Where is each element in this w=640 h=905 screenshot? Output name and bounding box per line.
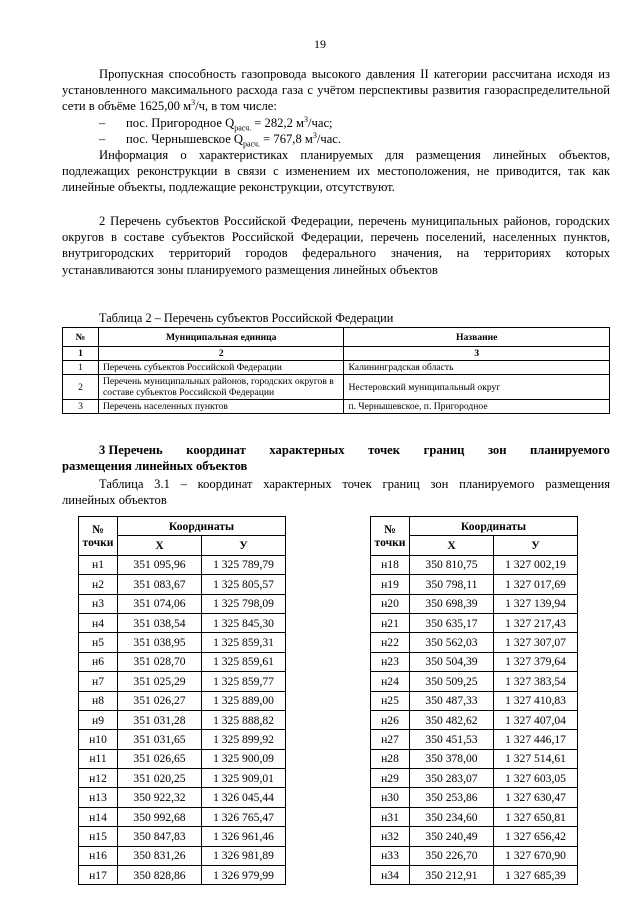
coordinates-table-right [370,516,578,885]
header-number: № [63,328,99,347]
coordinate-row [79,846,286,865]
coordinate-x: 351 031,28 [118,710,202,729]
coordinate-x: 351 095,96 [118,555,202,574]
coordinate-row [79,652,286,671]
header-point-number: № точки [371,517,410,556]
table-2 [62,327,610,414]
point-number: н16 [79,846,118,865]
coordinates-table-left [78,516,286,885]
heading-word: границ [382,477,420,491]
coordinate-row [371,730,578,749]
coordinate-row [79,710,286,729]
header-x: Х [410,536,494,555]
heading-word: зон [487,443,507,457]
header-y: У [494,536,578,555]
point-number: н11 [79,749,118,768]
page-number: 19 [314,37,326,51]
coordinate-y: 1 327 603,05 [494,769,578,788]
coordinate-row [79,749,286,768]
point-number: н5 [79,633,118,652]
point-number: н18 [371,555,410,574]
table-2-header [63,328,610,347]
coordinate-row [79,594,286,613]
point-number: н31 [371,807,410,826]
coordinate-row [371,633,578,652]
coordinate-x: 350 798,11 [410,575,494,594]
heading-word: координат [197,477,253,491]
coordinate-row [371,749,578,768]
point-number: н32 [371,827,410,846]
coordinate-x: 350 226,70 [410,846,494,865]
coordinate-x: 350 562,03 [410,633,494,652]
heading-word: размещения [545,477,610,491]
point-number: н25 [371,691,410,710]
coordinate-y: 1 325 798,09 [202,594,286,613]
table-3-1-caption: Таблица 3.1 – координат характерных точек границ зон планируемого размещения линейных объектов [62,477,610,507]
coordinate-row [371,866,578,885]
coordinate-x: 350 922,32 [118,788,202,807]
heading-word: Таблица [99,477,144,491]
point-number: н23 [371,652,410,671]
coordinate-x: 350 234,60 [410,807,494,826]
table-row: 1 Перечень субъектов Российской Федерации Калининградская область [63,361,610,375]
heading-word: координат [186,443,246,457]
header-coordinates: Координаты [118,517,286,536]
coordinate-x: 350 283,07 [410,769,494,788]
coordinate-x: 350 828,86 [118,866,202,885]
coordinate-y: 1 325 859,61 [202,652,286,671]
coordinate-row [371,788,578,807]
coordinate-x: 351 031,65 [118,730,202,749]
coordinate-row [79,633,286,652]
coordinate-y: 1 326 981,89 [202,846,286,865]
point-number: н8 [79,691,118,710]
coordinate-row [371,807,578,826]
coordinate-x: 350 378,00 [410,749,494,768]
coordinate-y: 1 327 217,43 [494,613,578,632]
consumer-pригородное: – пос. Пригородное $Q_{расч.} = 282,2$ $м^3$/час; [99,114,333,133]
coordinate-y: 1 327 407,04 [494,710,578,729]
intro-block [62,66,610,196]
coordinate-x: 350 212,91 [410,866,494,885]
coordinate-x: 350 992,68 [118,807,202,826]
coordinate-row [79,866,286,885]
coordinate-x: 350 482,62 [410,710,494,729]
coordinate-y: 1 327 139,94 [494,594,578,613]
heading-word: 3.1 [154,477,170,491]
table-row: 2 Перечень муниципальных районов, городских округов в составе субъектов Российской Федерации Нестеровский муниципальный округ [63,375,610,400]
heading-word: границ [423,443,465,457]
coordinate-row [371,575,578,594]
table-2-caption: Таблица 2 – Перечень субъектов Российской Федерации [99,311,394,325]
heading-word: точек [368,443,401,457]
coordinate-y: 1 327 379,64 [494,652,578,671]
coordinate-row [371,691,578,710]
point-number: н2 [79,575,118,594]
point-number: н13 [79,788,118,807]
point-number: н22 [371,633,410,652]
point-number: н27 [371,730,410,749]
table-row: 3 Перечень населенных пунктов п. Чернышевское, п. Пригородное [63,400,610,414]
coordinate-row [371,827,578,846]
point-number: н33 [371,846,410,865]
point-number: н4 [79,613,118,632]
point-number: н34 [371,866,410,885]
point-number: н3 [79,594,118,613]
coordinate-x: 351 025,29 [118,672,202,691]
coordinate-x: 351 026,65 [118,749,202,768]
coordinate-x: 350 635,17 [410,613,494,632]
coordinate-y: 1 327 685,39 [494,866,578,885]
point-number: н29 [371,769,410,788]
coordinate-row [79,613,286,632]
coordinate-x: 351 083,67 [118,575,202,594]
coordinate-row [79,575,286,594]
coordinate-x: 351 038,54 [118,613,202,632]
coordinate-row [79,672,286,691]
coordinate-row [79,555,286,574]
coordinate-y: 1 325 888,82 [202,710,286,729]
coordinate-y: 1 326 765,47 [202,807,286,826]
coordinate-y: 1 327 630,47 [494,788,578,807]
heading-word: точек [342,477,372,491]
coordinate-y: 1 327 650,81 [494,807,578,826]
coordinate-x: 351 028,70 [118,652,202,671]
coordinate-row [371,672,578,691]
coordinate-x: 350 847,83 [118,827,202,846]
coordinate-row [371,769,578,788]
coordinate-y: 1 327 670,90 [494,846,578,865]
header-coordinates: Координаты [410,517,578,536]
heading-word: зон [430,477,449,491]
point-number: н24 [371,672,410,691]
coordinate-y: 1 327 383,54 [494,672,578,691]
heading-word: характерных [269,443,345,457]
point-number: н7 [79,672,118,691]
coordinate-y: 1 325 889,00 [202,691,286,710]
coordinate-y: 1 327 446,17 [494,730,578,749]
coordinate-y: 1 325 909,01 [202,769,286,788]
coordinate-y: 1 325 859,31 [202,633,286,652]
coordinate-y: 1 327 514,61 [494,749,578,768]
header-x: Х [118,536,202,555]
coordinate-row [371,555,578,574]
coordinate-x: 350 253,86 [410,788,494,807]
point-number: н28 [371,749,410,768]
point-number: н20 [371,594,410,613]
coordinate-row [79,827,286,846]
section-3-heading: 3 Перечень координат характерных точек границ зон планируемого размещения линейных объектов [62,443,610,473]
coordinate-x: 350 509,25 [410,672,494,691]
point-number: н21 [371,613,410,632]
point-number: н10 [79,730,118,749]
coordinate-x: 350 240,49 [410,827,494,846]
point-number: н26 [371,710,410,729]
coordinate-row [79,807,286,826]
coordinate-row [79,691,286,710]
heading-word: планируемого [459,477,535,491]
point-number: н30 [371,788,410,807]
coordinate-x: 351 074,06 [118,594,202,613]
section-2-heading: 2 Перечень субъектов Российской Федерации, перечень муниципальных районов, городских округов в составе субъектов Российской Федерации, перечень поселений, населенных пунктов, внутригородских территорий городов федерального значения, на территориях которых устанавливаются зоны планируемого размещения линейных объектов [62,214,610,277]
coordinate-y: 1 327 002,19 [494,555,578,574]
point-number: н1 [79,555,118,574]
coordinate-row [371,652,578,671]
coordinate-row [79,730,286,749]
point-number: н6 [79,652,118,671]
point-number: н17 [79,866,118,885]
coordinate-row [79,788,286,807]
coordinate-x: 350 831,26 [118,846,202,865]
intro-paragraph: Пропускная способность газопровода высокого давления II категории рассчитана исходя из установленного максимального расхода газа с учётом перспективы развития газораспределительной сети в объёме 1625,00 $м^3/ч$, в том числе: [62,67,610,114]
coordinate-y: 1 327 017,69 [494,575,578,594]
header-point-number: № точки [79,517,118,556]
point-number: н12 [79,769,118,788]
coordinate-y: 1 327 656,42 [494,827,578,846]
coordinate-y: 1 325 789,79 [202,555,286,574]
coordinate-x: 350 504,39 [410,652,494,671]
info-paragraph: Информация о характеристиках планируемых для размещения линейных объектов, подлежащих реконструкции в связи с изменением их местоположения, не приводится, так как линейные объекты, подлежащие реконструкции, отсутствуют. [62,148,610,195]
coordinate-y: 1 325 900,09 [202,749,286,768]
header-name: Название [344,328,610,347]
coordinate-row [371,846,578,865]
table-2-colnums: 1 2 3 [63,347,610,361]
heading-word: – [180,477,187,491]
coordinate-row [371,613,578,632]
point-number: н15 [79,827,118,846]
point-number: н14 [79,807,118,826]
coordinate-x: 350 810,75 [410,555,494,574]
coordinate-x: 351 026,27 [118,691,202,710]
coordinate-y: 1 325 859,77 [202,672,286,691]
header-y: У [202,536,286,555]
consumer-chernyshevskoe: – пос. Чернышевское $Q_{расч.} = 767,8$ $м^3$/час. [99,130,342,149]
point-number: н19 [371,575,410,594]
coordinate-y: 1 325 805,57 [202,575,286,594]
coordinate-x: 351 038,95 [118,633,202,652]
coordinate-y: 1 326 961,46 [202,827,286,846]
heading-word: характерных [263,477,332,491]
coordinate-x: 351 020,25 [118,769,202,788]
coordinate-y: 1 326 045,44 [202,788,286,807]
coordinate-y: 1 327 410,83 [494,691,578,710]
coordinate-row [79,769,286,788]
coordinate-x: 350 487,33 [410,691,494,710]
heading-word: планируемого [530,443,610,457]
coordinate-row [371,594,578,613]
coordinate-row [371,710,578,729]
point-number: н9 [79,710,118,729]
heading-word: 3 Перечень [99,443,163,457]
coordinate-y: 1 327 307,07 [494,633,578,652]
coordinate-y: 1 325 899,92 [202,730,286,749]
coordinate-x: 350 451,53 [410,730,494,749]
header-unit: Муниципальная единица [98,328,344,347]
coordinate-x: 350 698,39 [410,594,494,613]
coordinate-y: 1 325 845,30 [202,613,286,632]
coordinate-y: 1 326 979,99 [202,866,286,885]
